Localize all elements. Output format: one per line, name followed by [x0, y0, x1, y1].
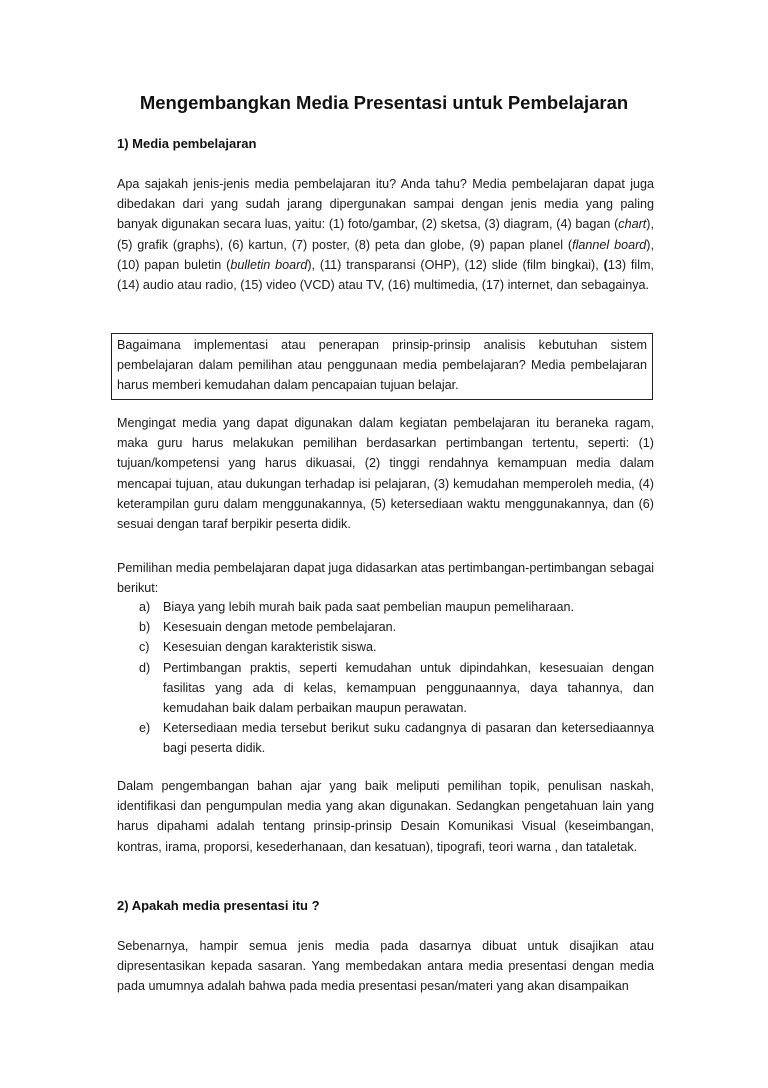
list-item-text: Pertimbangan praktis, seperti kemudahan untuk dipindahkan, kesesuaian dengan fasilitas yang ada di kelas, kemampuan penggunaannya, daya tahannya, dan kemudahan baik dalam perbaikan maupun perawatan.	[163, 660, 654, 716]
section-heading-media-pembelajaran: 1) Media pembelajaran	[117, 136, 257, 151]
list-item-text: Kesesuain dengan metode pembelajaran.	[163, 620, 397, 635]
list-item	[117, 718, 654, 758]
list-item	[117, 658, 654, 719]
text-run: ), (10) papan buletin (	[117, 237, 654, 272]
list-marker: e)	[139, 721, 151, 736]
paragraph-development: Dalam pengembangan bahan ajar yang baik meliputi pemilihan topik, penulisan naskah, identifikasi dan pengumpulan media yang akan digunakan. Sedangkan pengetahuan lain yang harus dipahami adalah tentang prinsip-prinsip Desain Komunikasi Visual (keseimbangan, kontras, irama, proporsi, kesederhanaan, dan kesatuan), tipografi, teori warna , dan tataletak.	[117, 779, 654, 854]
list-item	[117, 597, 654, 617]
paragraph-selection-criteria: Mengingat media yang dapat digunakan dalam kegiatan pembelajaran itu beraneka ragam, maka guru harus melakukan pemilihan berdasarkan pertimbangan tertentu, seperti: (1) tujuan/kompetensi yang harus dikuasai, (2) tinggi rendahnya kemampuan media dalam mencapai tujuan, atau dukungan terhadap isi pelajaran, (3) kemudahan memperoleh media, (4) keterampilan guru dalam menggunakannya, (5) ketersediaan waktu menggunakannya, dan (6) sesuai dengan taraf berpikir peserta didik.	[117, 416, 654, 532]
text-run: ), (11) transparansi (OHP), (12) slide (film bingkai),	[307, 257, 604, 272]
highlight-box: Bagaimana implementasi atau penerapan prinsip-prinsip analisis kebutuhan sistem pembelajaran dalam pemilihan atau penggunaan media pembelajaran? Media pembelajaran harus memberi kemudahan dalam pencapaian tujuan belajar.	[111, 333, 653, 400]
italic-run: flannel board	[572, 237, 647, 252]
paragraph-considerations-intro: Pemilihan media pembelajaran dapat juga didasarkan atas pertimbangan-pertimbangan sebagai berikut:	[117, 561, 654, 596]
italic-run: bulletin board	[230, 257, 308, 272]
list-marker: b)	[139, 620, 151, 635]
italic-run: chart	[618, 217, 647, 232]
list-item-text: Ketersediaan media tersebut berikut suku cadangnya di pasaran dan ketersediaannya bagi peserta didik.	[163, 721, 654, 756]
considerations-list	[117, 597, 654, 759]
list-item-text: Kesesuian dengan karakteristik siswa.	[163, 640, 377, 655]
list-item	[117, 637, 654, 657]
paragraph-presentation-media: Sebenarnya, hampir semua jenis media pada dasarnya dibuat untuk disajikan atau dipresentasikan kepada sasaran. Yang membedakan antara media presentasi dengan media pada umumnya adalah bahwa pada media presentasi pesan/materi yang akan disampaikan	[117, 939, 654, 994]
list-marker: d)	[139, 660, 151, 675]
bold-run: (	[603, 257, 608, 272]
text-run: Apa sajakah jenis-jenis media pembelajaran itu? Anda tahu? Media pembelajaran dapat juga dibedakan dari yang sudah jarang dipergunakan sampai dengan jenis media yang paling banyak digunakan secara luas, yaitu: (1) foto/gambar, (2) sketsa, (3) diagram, (4) bagan (	[117, 177, 654, 232]
list-item-text: Biaya yang lebih murah baik pada saat pembelian maupun pemeliharaan.	[163, 600, 574, 614]
page-title: Mengembangkan Media Presentasi untuk Pembelajaran	[139, 92, 629, 113]
section-heading-media-presentasi: 2) Apakah media presentasi itu ?	[117, 898, 320, 913]
list-marker: a)	[139, 600, 151, 614]
text-run: 13) film, (14) audio atau radio, (15) video (VCD) atau TV, (16) multimedia, (17) internet, dan sebagainya.	[117, 257, 655, 293]
list-marker: c)	[139, 640, 150, 655]
paragraph-media-types	[117, 174, 654, 295]
text-run: ), (5) grafik (graphs), (6) kartun, (7) poster, (8) peta dan globe, (9) papan planel (	[117, 217, 654, 252]
list-item	[117, 617, 654, 637]
